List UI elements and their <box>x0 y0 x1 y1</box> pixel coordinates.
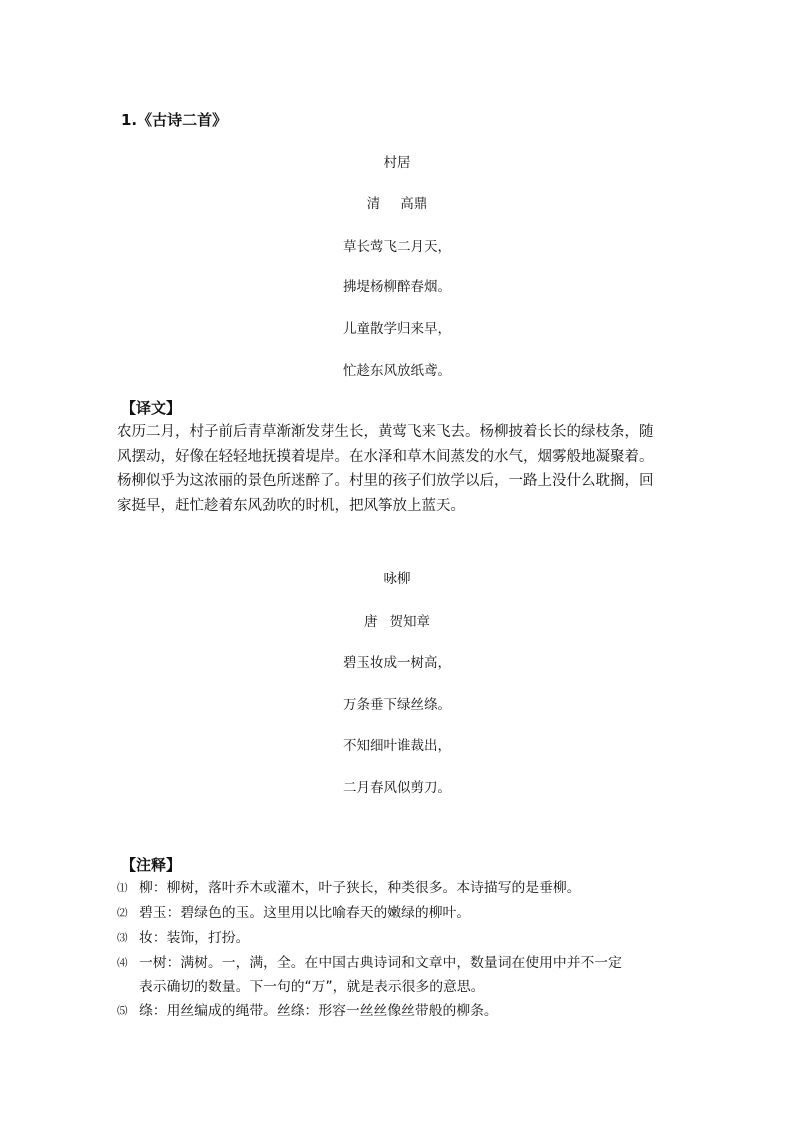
note-number: ⑶ <box>117 932 128 944</box>
translation-label: 【译文】 <box>121 399 182 417</box>
note-text: 柳：柳树，落叶乔木或灌木，叶子狭长，种类很多。本诗描写的是垂柳。 <box>139 880 581 896</box>
poem2-dynasty: 唐 <box>364 614 378 630</box>
poem2-line: 二月春风似剪刀。 <box>343 780 451 796</box>
note-item <box>117 927 249 951</box>
note-text: 碧玉：碧绿色的玉。这里用以比喻春天的嫩绿的柳叶。 <box>139 905 471 921</box>
note-text: 一树：满树。一，满，全。在中国古典诗词和文章中，数量词在使用中并不一定 <box>139 955 622 971</box>
translation-line: 家挺早，赶忙趁着东风劲吹的时机，把风筝放上蓝天。 <box>117 497 465 514</box>
poem1-author: 高鼎 <box>400 196 428 212</box>
translation-line: 风摆动，好像在轻轻地抚摸着堤岸。在水泽和草木间蒸发的水气，烟雾般地凝聚着。 <box>117 448 654 465</box>
poem1-attribution <box>0 192 794 212</box>
note-item <box>117 952 622 999</box>
poem2-attribution <box>0 610 794 630</box>
poem1-line: 儿童散学归来早， <box>343 321 451 337</box>
poem1-title: 村居 <box>383 155 411 171</box>
note-number: ⑸ <box>117 1005 128 1017</box>
poem2-line: 不知细叶谁裁出， <box>343 738 451 754</box>
poem1-line: 草长莺飞二月天， <box>343 239 451 255</box>
poem1-line: 忙趁东风放纸鸢。 <box>343 363 451 379</box>
translation-line: 杨柳似乎为这浓丽的景色所迷醉了。村里的孩子们放学以后，一路上没什么耽搁，回 <box>117 473 654 489</box>
note-item <box>117 902 470 926</box>
note-item <box>117 877 581 901</box>
poem2-title: 咏柳 <box>383 571 411 587</box>
poem2-line: 碧玉妆成一树高， <box>343 655 451 671</box>
note-number: ⑵ <box>117 907 128 919</box>
translation-line: 农历二月，村子前后青草渐渐发芽生长，黄莺飞来飞去。杨柳披着长长的绿枝条，随 <box>117 424 654 440</box>
translation-text <box>117 420 682 518</box>
poem1-dynasty: 清 <box>366 196 381 212</box>
note-number: ⑷ <box>117 957 128 969</box>
poem1-line: 拂堤杨柳醉春烟。 <box>343 279 451 295</box>
note-text: 绦：用丝编成的绳带。丝绦：形容一丝丝像丝带般的柳条。 <box>139 1003 498 1019</box>
note-number: ⑴ <box>117 882 128 894</box>
note-text: 妆：装饰，打扮。 <box>139 930 250 946</box>
poem2-author: 贺知章 <box>389 614 430 630</box>
note-item <box>117 1000 498 1024</box>
note-text-continued: 表示确切的数量。下一句的“万”，就是表示很多的意思。 <box>139 978 485 995</box>
notes-label: 【注释】 <box>121 856 182 874</box>
poem2-line: 万条垂下绿丝绦。 <box>343 697 451 713</box>
section-heading: 1.《古诗二首》 <box>121 111 228 129</box>
